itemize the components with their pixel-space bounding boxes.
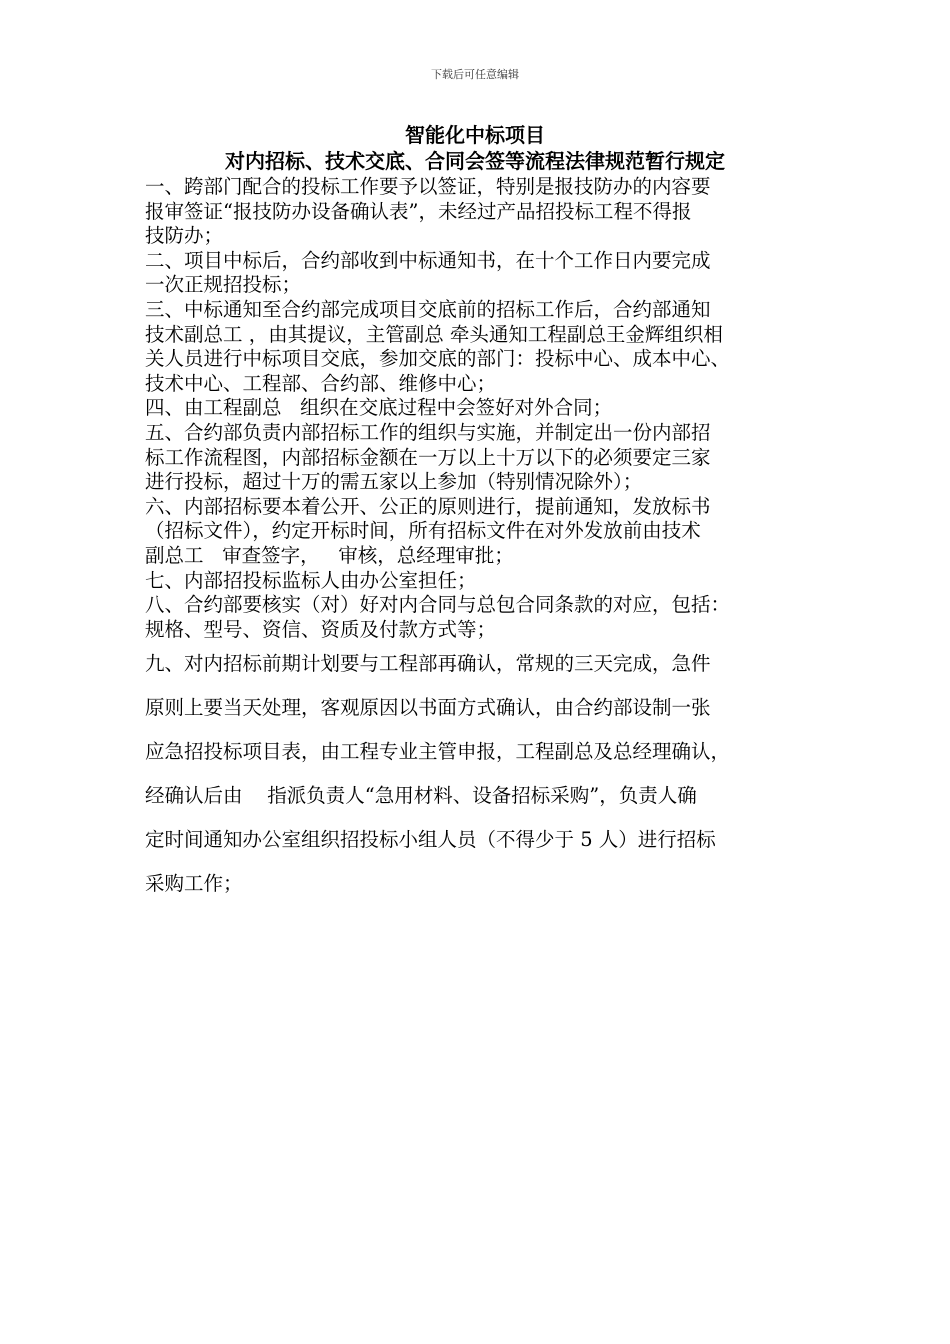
body-line: 定时间通知办公室组织招投标小组人员（不得少于 5 人）进行招标 [145,828,716,852]
body-line: 经确认后由 指派负责人“急用材料、设备招标采购”，负责人确 [145,784,697,808]
body-line: 七、内部招投标监标人由办公室担任； [145,568,477,592]
body-line: 二、项目中标后，合约部收到中标通知书，在十个工作日内要完成 [145,248,711,272]
paragraph-nine [145,642,825,906]
body-line: 技术副总工 ，由其提议，主管副总 牵头通知工程副总王金辉组织相 [145,322,723,346]
body-line: 一次正规招投标； [145,273,302,297]
body-line: 五、合约部负责内部招标工作的组织与实施，并制定出一份内部招 [145,420,711,444]
body-line: 报审签证“报技防办设备确认表”，未经过产品招投标工程不得报 [145,199,692,223]
body-line: 四、由工程副总 组织在交底过程中会签好对外合同； [145,396,613,420]
body-line: （招标文件），约定开标时间，所有招标文件在对外发放前由技术 [145,519,701,543]
body-line: 规格、型号、资信、资质及付款方式等； [145,617,497,641]
header-note: 下载后可任意编辑 [431,68,519,81]
body-line: 副总工 审查签字， 审核，总经理审批； [145,543,514,567]
body-line: 进行投标，超过十万的需五家以上参加（特别情况除外）； [145,470,643,494]
document-body [145,175,825,906]
document-title-line-1: 智能化中标项目 [405,123,545,147]
body-line: 技防办； [145,224,224,248]
body-line: 六、内部招标要本着公开、公正的原则进行，提前通知，发放标书 [145,494,711,518]
body-line: 采购工作； [145,872,243,896]
body-line: 八、合约部要核实（对）好对内合同与总包合同条款的对应，包括： [145,593,731,617]
body-line: 原则上要当天处理，客观原因以书面方式确认，由合约部设制一张 [145,696,711,720]
body-line: 关人员进行中标项目交底，参加交底的部门：投标中心、成本中心、 [145,347,731,371]
body-line: 九、对内招标前期计划要与工程部再确认，常规的三天完成，急件 [145,652,711,676]
document-title-line-2: 对内招标、技术交底、合同会签等流程法律规范暂行规定 [225,149,725,173]
body-line: 标工作流程图，内部招标金额在一万以上十万以下的必须要定三家 [145,445,711,469]
body-line: 一、跨部门配合的投标工作要予以签证，特别是报技防办的内容要 [145,175,711,198]
body-line: 应急招投标项目表，由工程专业主管申报，工程副总及总经理确认， [145,740,731,764]
body-line: 技术中心、工程部、合约部、维修中心； [145,371,497,395]
body-line: 三、中标通知至合约部完成项目交底前的招标工作后，合约部通知 [145,297,711,321]
